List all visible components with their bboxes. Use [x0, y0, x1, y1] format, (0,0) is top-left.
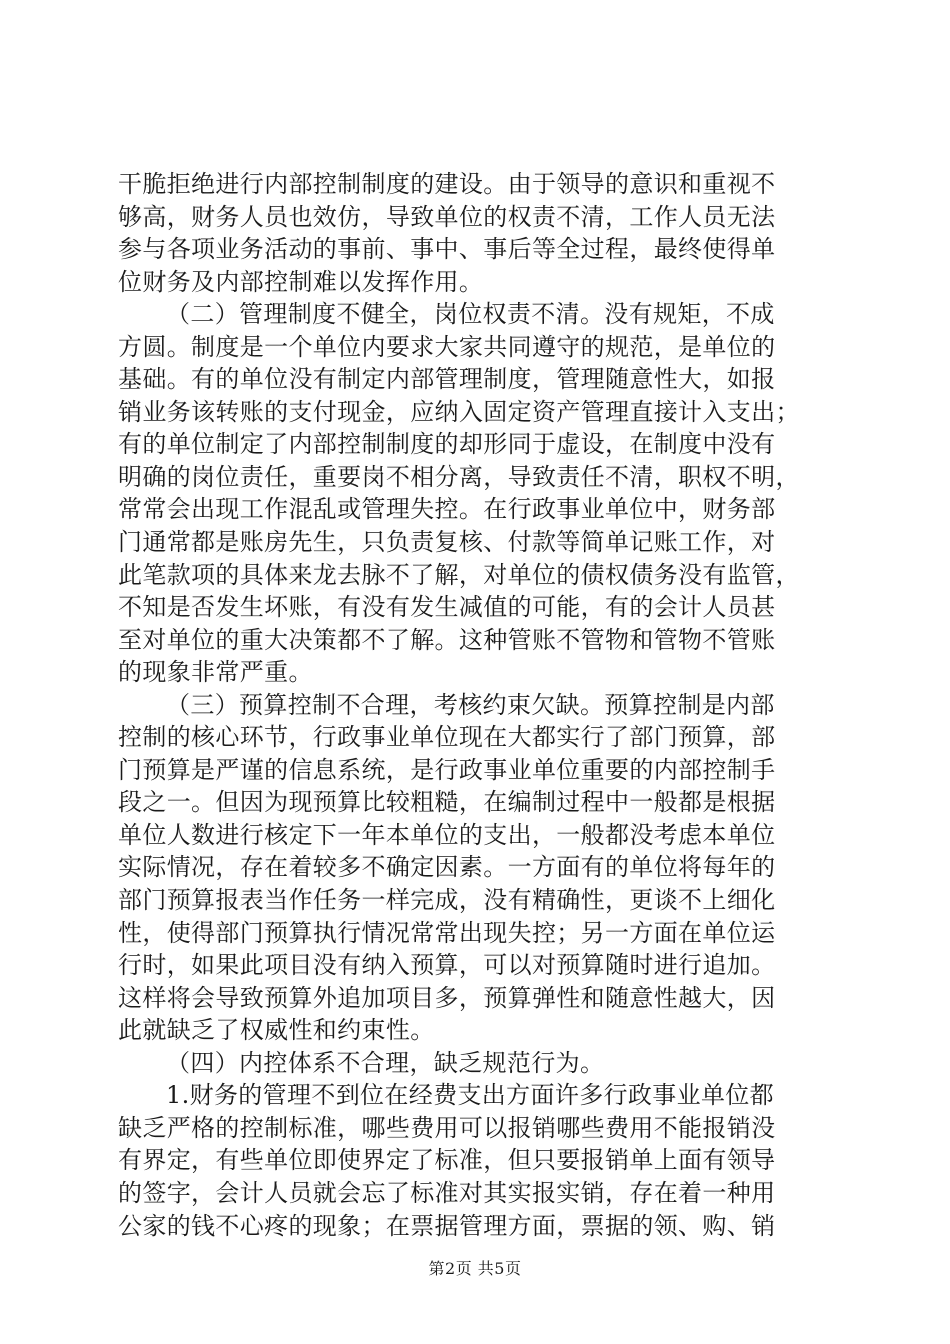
text-line: 的现象非常严重。 — [118, 658, 313, 687]
text-line: 基础。有的单位没有制定内部管理制度，管理随意性大，如报 — [118, 365, 776, 394]
text-line: 这样将会导致预算外追加项目多，预算弹性和随意性越大，因 — [118, 983, 776, 1012]
text-line: 常常会出现工作混乱或管理失控。在行政事业单位中，财务部 — [118, 495, 776, 524]
text-line: 有的单位制定了内部控制制度的却形同于虚设，在制度中没有 — [118, 430, 776, 459]
text-line: 够高，财务人员也效仿，导致单位的权责不清，工作人员无法 — [118, 202, 776, 231]
text-line: 性，使得部门预算执行情况常常出现失控；另一方面在单位运 — [118, 918, 776, 947]
text-line: 方圆。制度是一个单位内要求大家共同遵守的规范，是单位的 — [118, 332, 776, 361]
text-line: 参与各项业务活动的事前、事中、事后等全过程，最终使得单 — [118, 235, 776, 264]
text-line: 此就缺乏了权威性和约束性。 — [118, 1016, 435, 1045]
text-line: 实际情况，存在着较多不确定因素。一方面有的单位将每年的 — [118, 853, 776, 882]
text-line: 干脆拒绝进行内部控制制度的建设。由于领导的意识和重视不 — [118, 170, 776, 198]
text-line: 控制的核心环节，行政事业单位现在大都实行了部门预算，部 — [118, 723, 776, 752]
text-line: 门预算是严谨的信息系统，是行政事业单位重要的内部控制手 — [118, 755, 776, 784]
text-line: （四）内控体系不合理，缺乏规范行为。 — [166, 1048, 605, 1077]
text-line: 至对单位的重大决策都不了解。这种管账不管物和管物不管账 — [118, 625, 776, 654]
text-line: （三）预算控制不合理，考核约束欠缺。预算控制是内部 — [166, 690, 775, 719]
text-line: 1.财务的管理不到位在经费支出方面许多行政事业单位都 — [166, 1081, 774, 1110]
text-line: 明确的岗位责任，重要岗不相分离，导致责任不清，职权不明， — [118, 462, 800, 491]
text-line: 的签字，会计人员就会忘了标准对其实报实销，存在着一种用 — [118, 1178, 776, 1207]
text-line: 部门预算报表当作任务一样完成，没有精确性，更谈不上细化 — [118, 886, 776, 915]
text-line: 不知是否发生坏账，有没有发生减值的可能，有的会计人员甚 — [118, 593, 776, 622]
text-line: 行时，如果此项目没有纳入预算，可以对预算随时进行追加。 — [118, 951, 776, 980]
text-line: （二）管理制度不健全，岗位权责不清。没有规矩，不成 — [166, 300, 775, 329]
document-body — [118, 168, 838, 1242]
text-line: 销业务该转账的支付现金，应纳入固定资产管理直接计入支出； — [118, 397, 800, 426]
text-line: 段之一。但因为现预算比较粗糙，在编制过程中一般都是根据 — [118, 788, 776, 817]
text-line: 缺乏严格的控制标准，哪些费用可以报销哪些费用不能报销没 — [118, 1113, 776, 1142]
text-line: 位财务及内部控制难以发挥作用。 — [118, 267, 484, 296]
text-line: 公家的钱不心疼的现象；在票据管理方面，票据的领、购、销 — [118, 1211, 776, 1240]
text-line: 有界定，有些单位即使界定了标准，但只要报销单上面有领导 — [118, 1146, 776, 1175]
text-line: 单位人数进行核定下一年本单位的支出，一般都没考虑本单位 — [118, 820, 776, 849]
page-number-footer: 第2页 共5页 — [428, 1259, 522, 1278]
text-line: 门通常都是账房先生，只负责复核、付款等简单记账工作，对 — [118, 528, 776, 557]
text-line: 此笔款项的具体来龙去脉不了解，对单位的债权债务没有监管， — [118, 560, 800, 589]
